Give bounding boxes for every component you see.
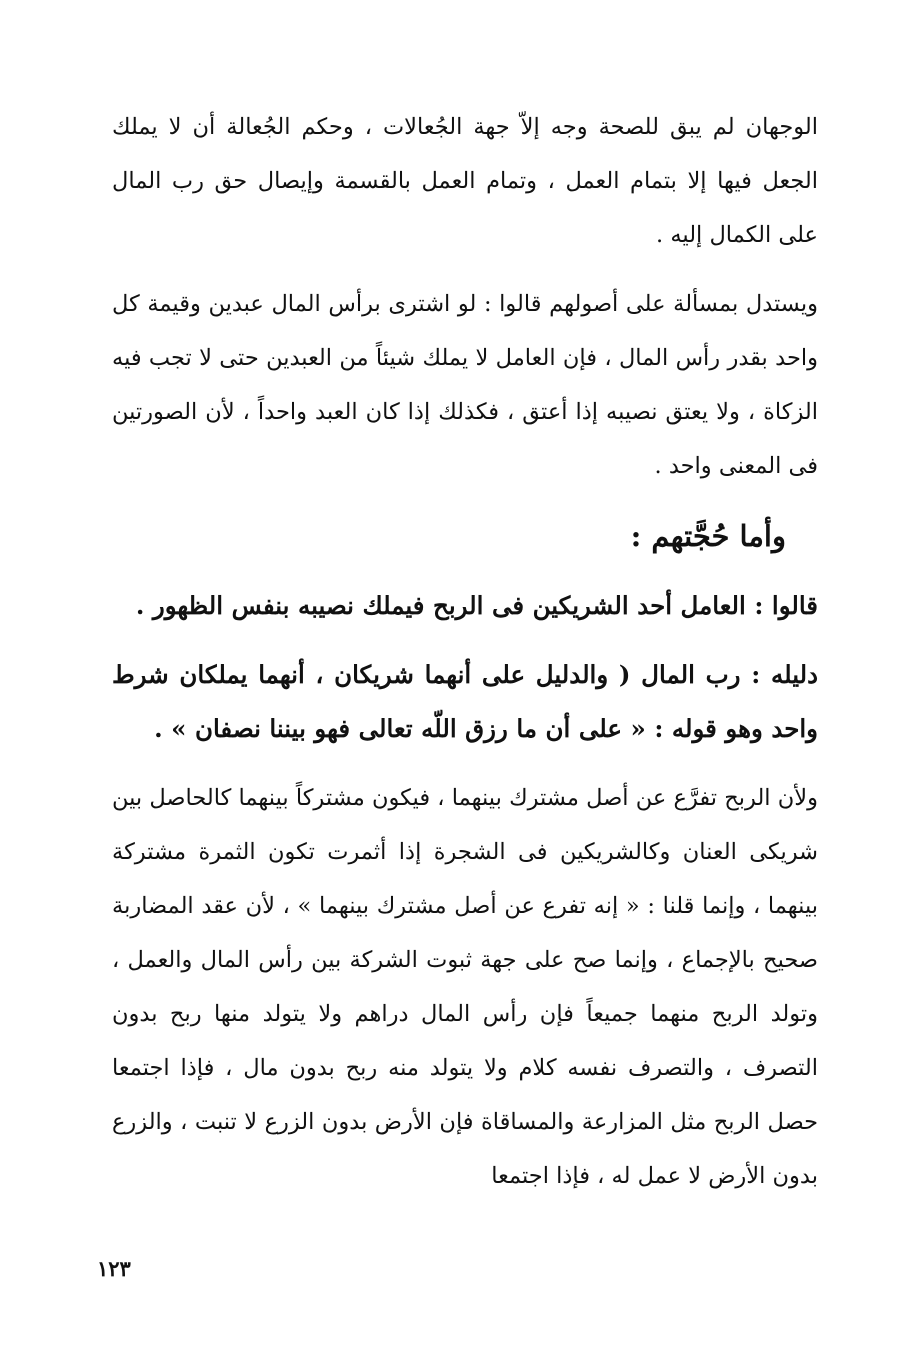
paragraph-3: قالوا : العامل أحد الشريكين فى الربح فيملك نصيبه بنفس الظهور . [135, 591, 818, 620]
paragraph-5: ولأن الربح تفرَّع عن أصل مشترك بينهما ، فيكون مشتركاً بينهما كالحاصل بين شريكى العنان وكالشريكين فى الشجرة إذا أثمرت تكون الثمرة مشتركة بينهما ، وإنما قلنا : « إنه تفرع عن أصل مشترك بينهما » ، لأن عقد المضاربة صحيح بالإجماع ، وإنما صح على جهة ثبوت الشركة بين رأس المال والعمل ، وتولد الربح منهما جميعاً فإن رأس المال دراهم ولا يتولد منها ربح بدون التصرف ، والتصرف نفسه كلام ولا يتولد منه ربح بدون مال ، فإذا اجتمعا حصل الربح مثل المزارعة والمساقاة فإن الأرض بدون الزرع لا تنبت ، والزرع بدون الأرض لا عمل له ، فإذا اجتمعا [112, 785, 818, 1189]
paragraph-2: ويستدل بمسألة على أصولهم قالوا : لو اشترى برأس المال عبدين وقيمة كل واحد بقدر رأس المال ، فإن العامل لا يملك شيئاً من العبدين حتى لا تجب فيه الزكاة ، ولا يعتق نصيبه إذا أعتق ، فكذلك إذا كان العبد واحداً ، لأن الصورتين فى المعنى واحد . [112, 291, 818, 479]
paragraph-1: الوجهان لم يبق للصحة وجه إلاّ جهة الجُعالات ، وحكم الجُعالة أن لا يملك الجعل فيها إلا بتمام العمل ، وتمام العمل بالقسمة وإيصال حق رب المال على الكمال إليه . [112, 114, 818, 248]
section-heading: وأما حُجَّتهم : [630, 519, 786, 553]
paragraph-4: دليله : رب المال ( والدليل على أنهما شريكان ، أنهما يملكان شرط واحد وهو قوله : « على أن ما رزق اللّه تعالى فهو بيننا نصفان » . [112, 660, 818, 743]
page-number: ١٢٣ [97, 1256, 131, 1281]
page-body [112, 100, 818, 1218]
